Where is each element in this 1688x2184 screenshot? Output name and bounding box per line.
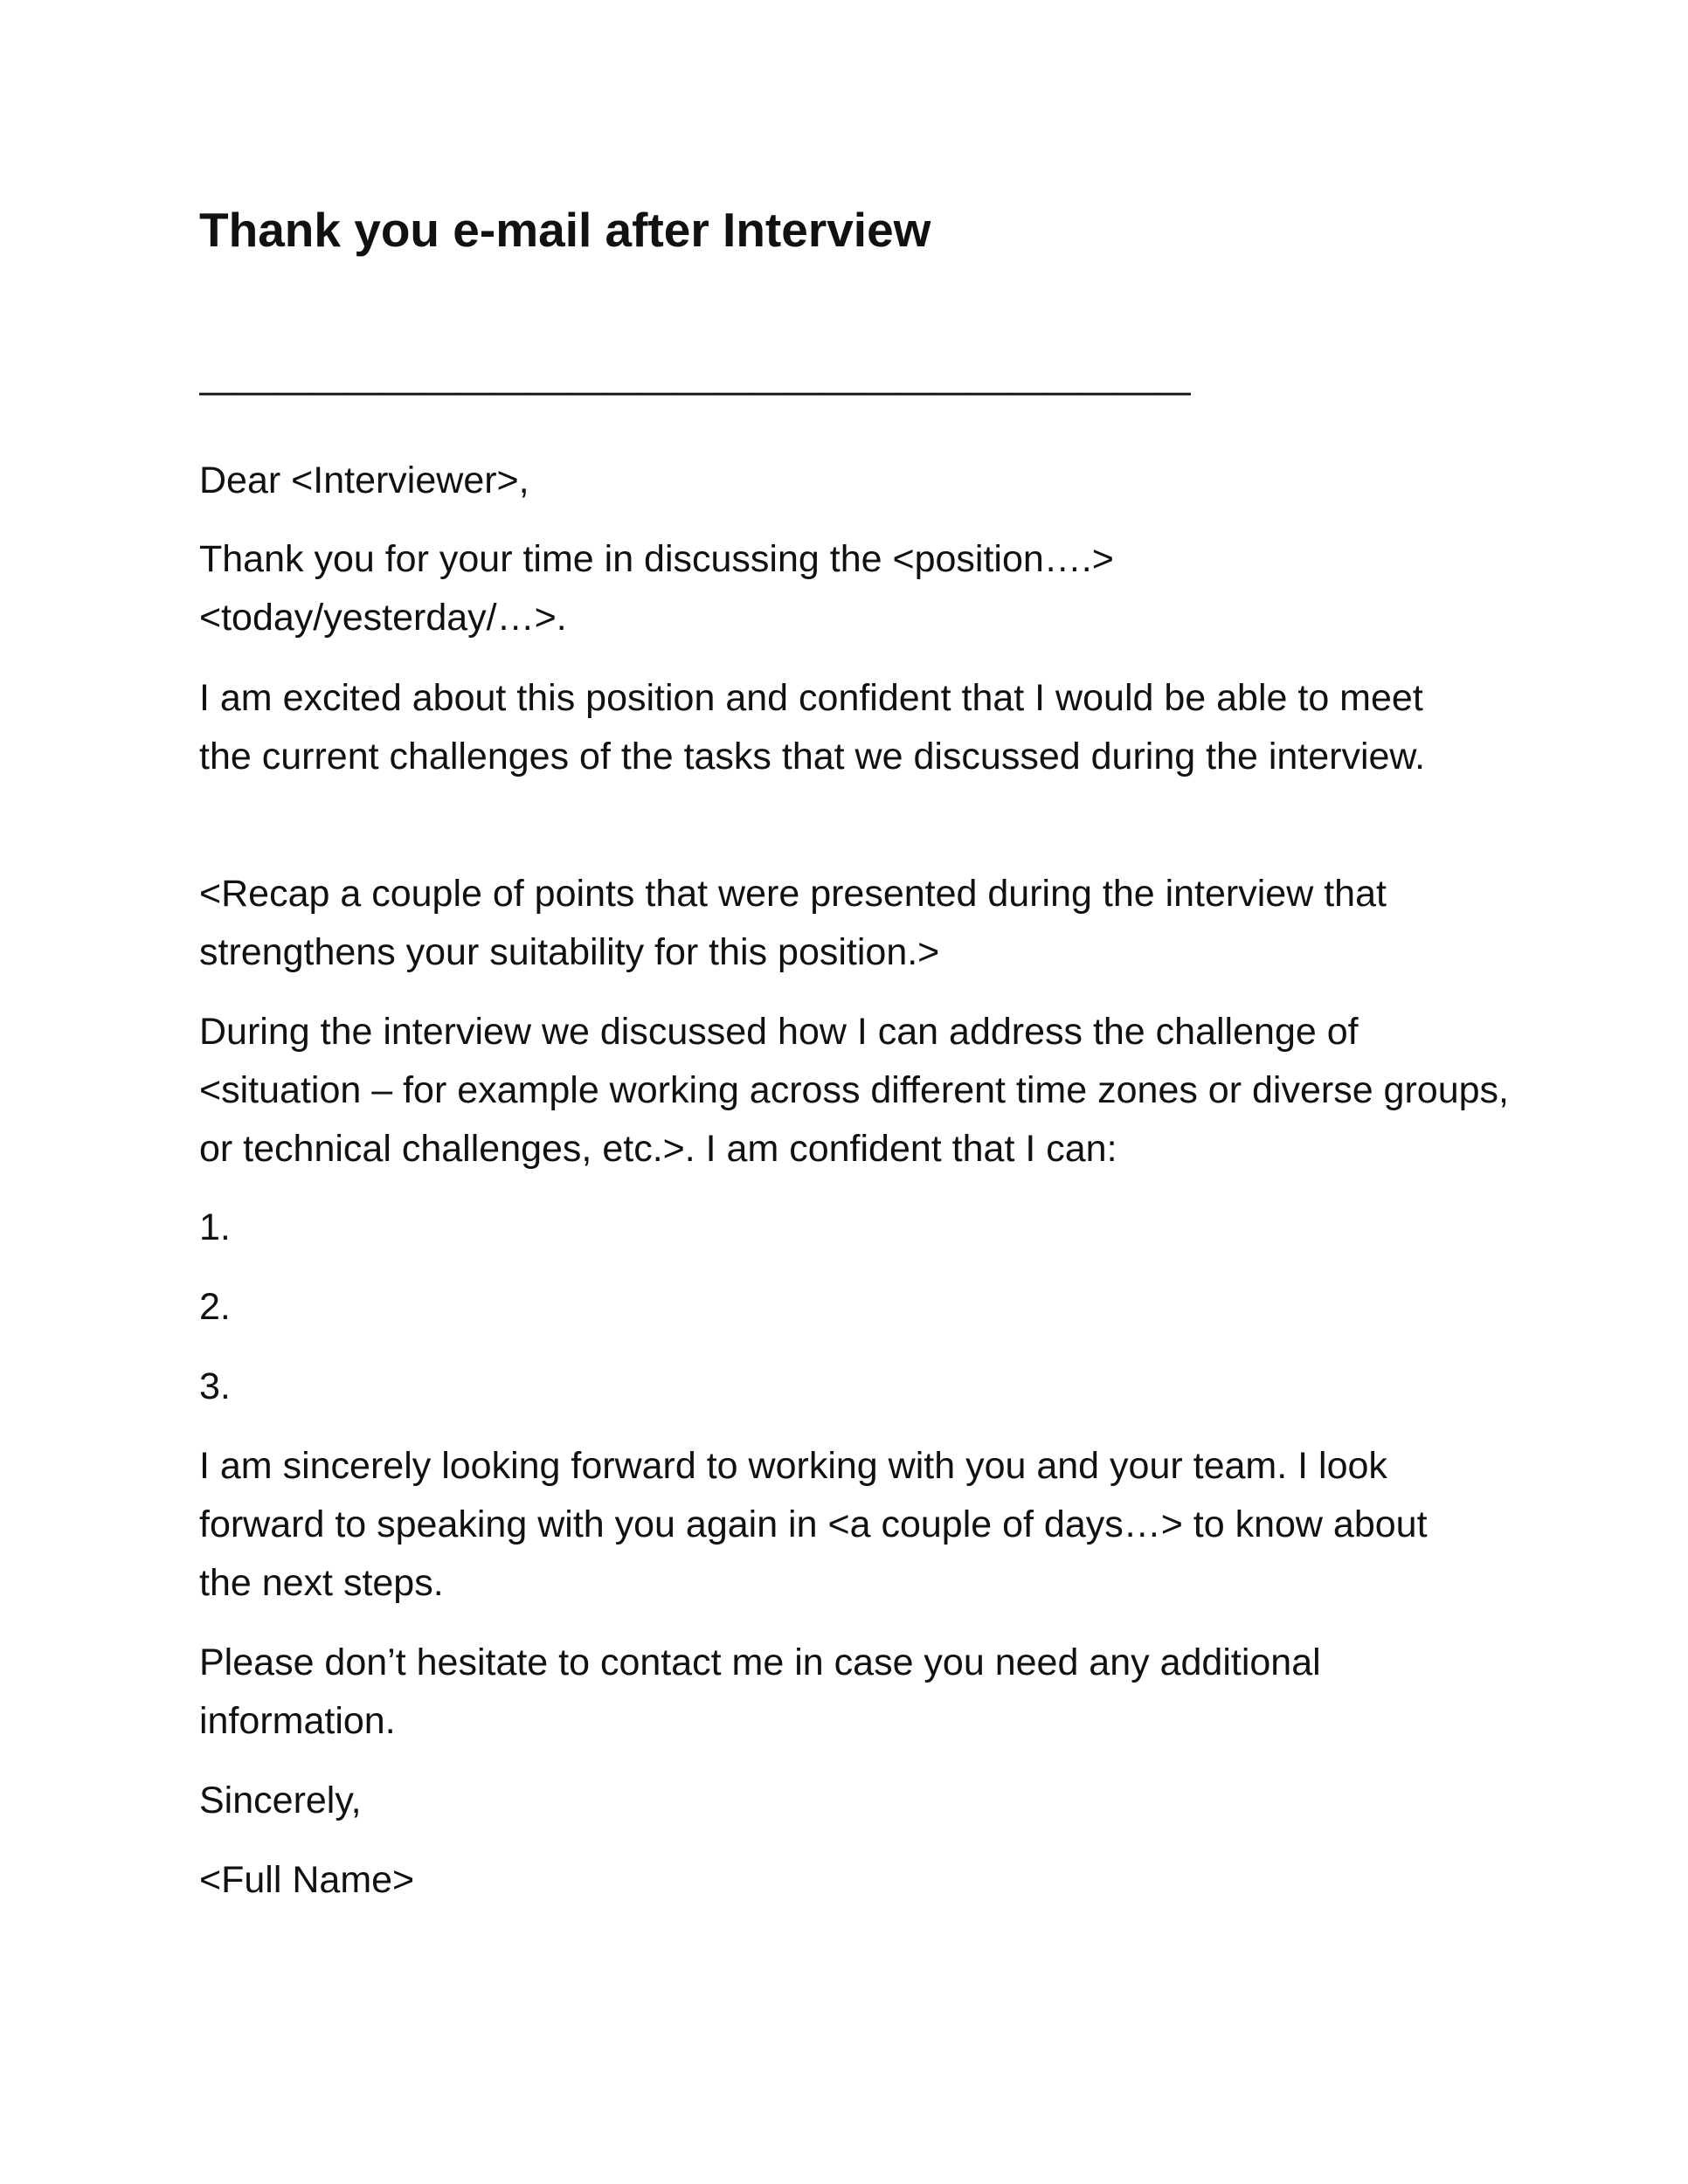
separator-line: ——————————————————————————— xyxy=(199,370,1190,412)
paragraph-looking-forward: I am sincerely looking forward to working with you and your team. I look forward to speaking with you again in <a couple of days…> to know about the next steps. xyxy=(199,1445,1428,1604)
document-page xyxy=(199,0,1527,2184)
paragraph-thank-you: Thank you for your time in discussing the <position….> <today/yesterday/…>. xyxy=(199,538,1114,639)
document-title: Thank you e-mail after Interview xyxy=(199,203,931,257)
paragraph-recap: <Recap a couple of points that were presented during the interview that strengthens your suitability for this position.> xyxy=(199,873,1387,973)
paragraph-challenge: During the interview we discussed how I can address the challenge of <situation – for example working across different time zones or diverse groups, or technical challenges, etc.>. I am confident that I can: xyxy=(199,1011,1509,1170)
paragraph-contact: Please don’t hesitate to contact me in case you need any additional information. xyxy=(199,1641,1321,1742)
sign-off: Sincerely, xyxy=(199,1780,362,1821)
list-item: 3. xyxy=(199,1365,231,1407)
list-item: 2. xyxy=(199,1286,231,1328)
signature: <Full Name> xyxy=(199,1859,415,1901)
salutation: Dear <Interviewer>, xyxy=(199,460,529,501)
list-item: 1. xyxy=(199,1206,231,1248)
paragraph-excited: I am excited about this position and confident that I would be able to meet the current challenges of the tasks that we discussed during the interview. xyxy=(199,677,1426,778)
